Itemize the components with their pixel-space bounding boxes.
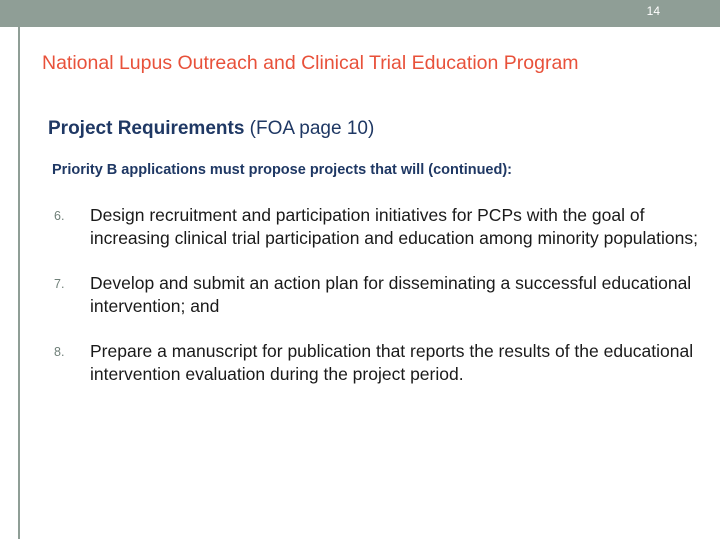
list-item-marker: 6. <box>54 209 65 223</box>
list-item-marker: 7. <box>54 277 65 292</box>
section-heading-main: Project Requirements <box>48 118 245 139</box>
slide-number: 14 <box>646 4 660 18</box>
slide-body <box>48 118 698 409</box>
requirements-list <box>48 204 698 387</box>
list-item-marker: 8. <box>54 345 65 360</box>
list-item <box>48 204 698 250</box>
section-heading-reference: (FOA page 10) <box>244 118 375 139</box>
list-item-text: Develop and submit an action plan for disseminating a successful educational intervention; and <box>90 273 692 317</box>
section-heading <box>48 118 698 140</box>
top-band <box>0 0 720 27</box>
section-subheading: Priority B applications must propose projects that will (continued): <box>52 162 513 178</box>
slide-title: National Lupus Outreach and Clinical Trial Education Program <box>42 52 579 74</box>
list-item <box>48 340 698 386</box>
left-vertical-rule <box>18 27 20 539</box>
list-item <box>48 272 698 318</box>
list-item-text: Prepare a manuscript for publication that reports the results of the educational intervention evaluation during the project period. <box>90 341 694 385</box>
list-item-text: Design recruitment and participation initiatives for PCPs with the goal of increasing clinical trial participation and education among minority populations; <box>90 205 698 249</box>
